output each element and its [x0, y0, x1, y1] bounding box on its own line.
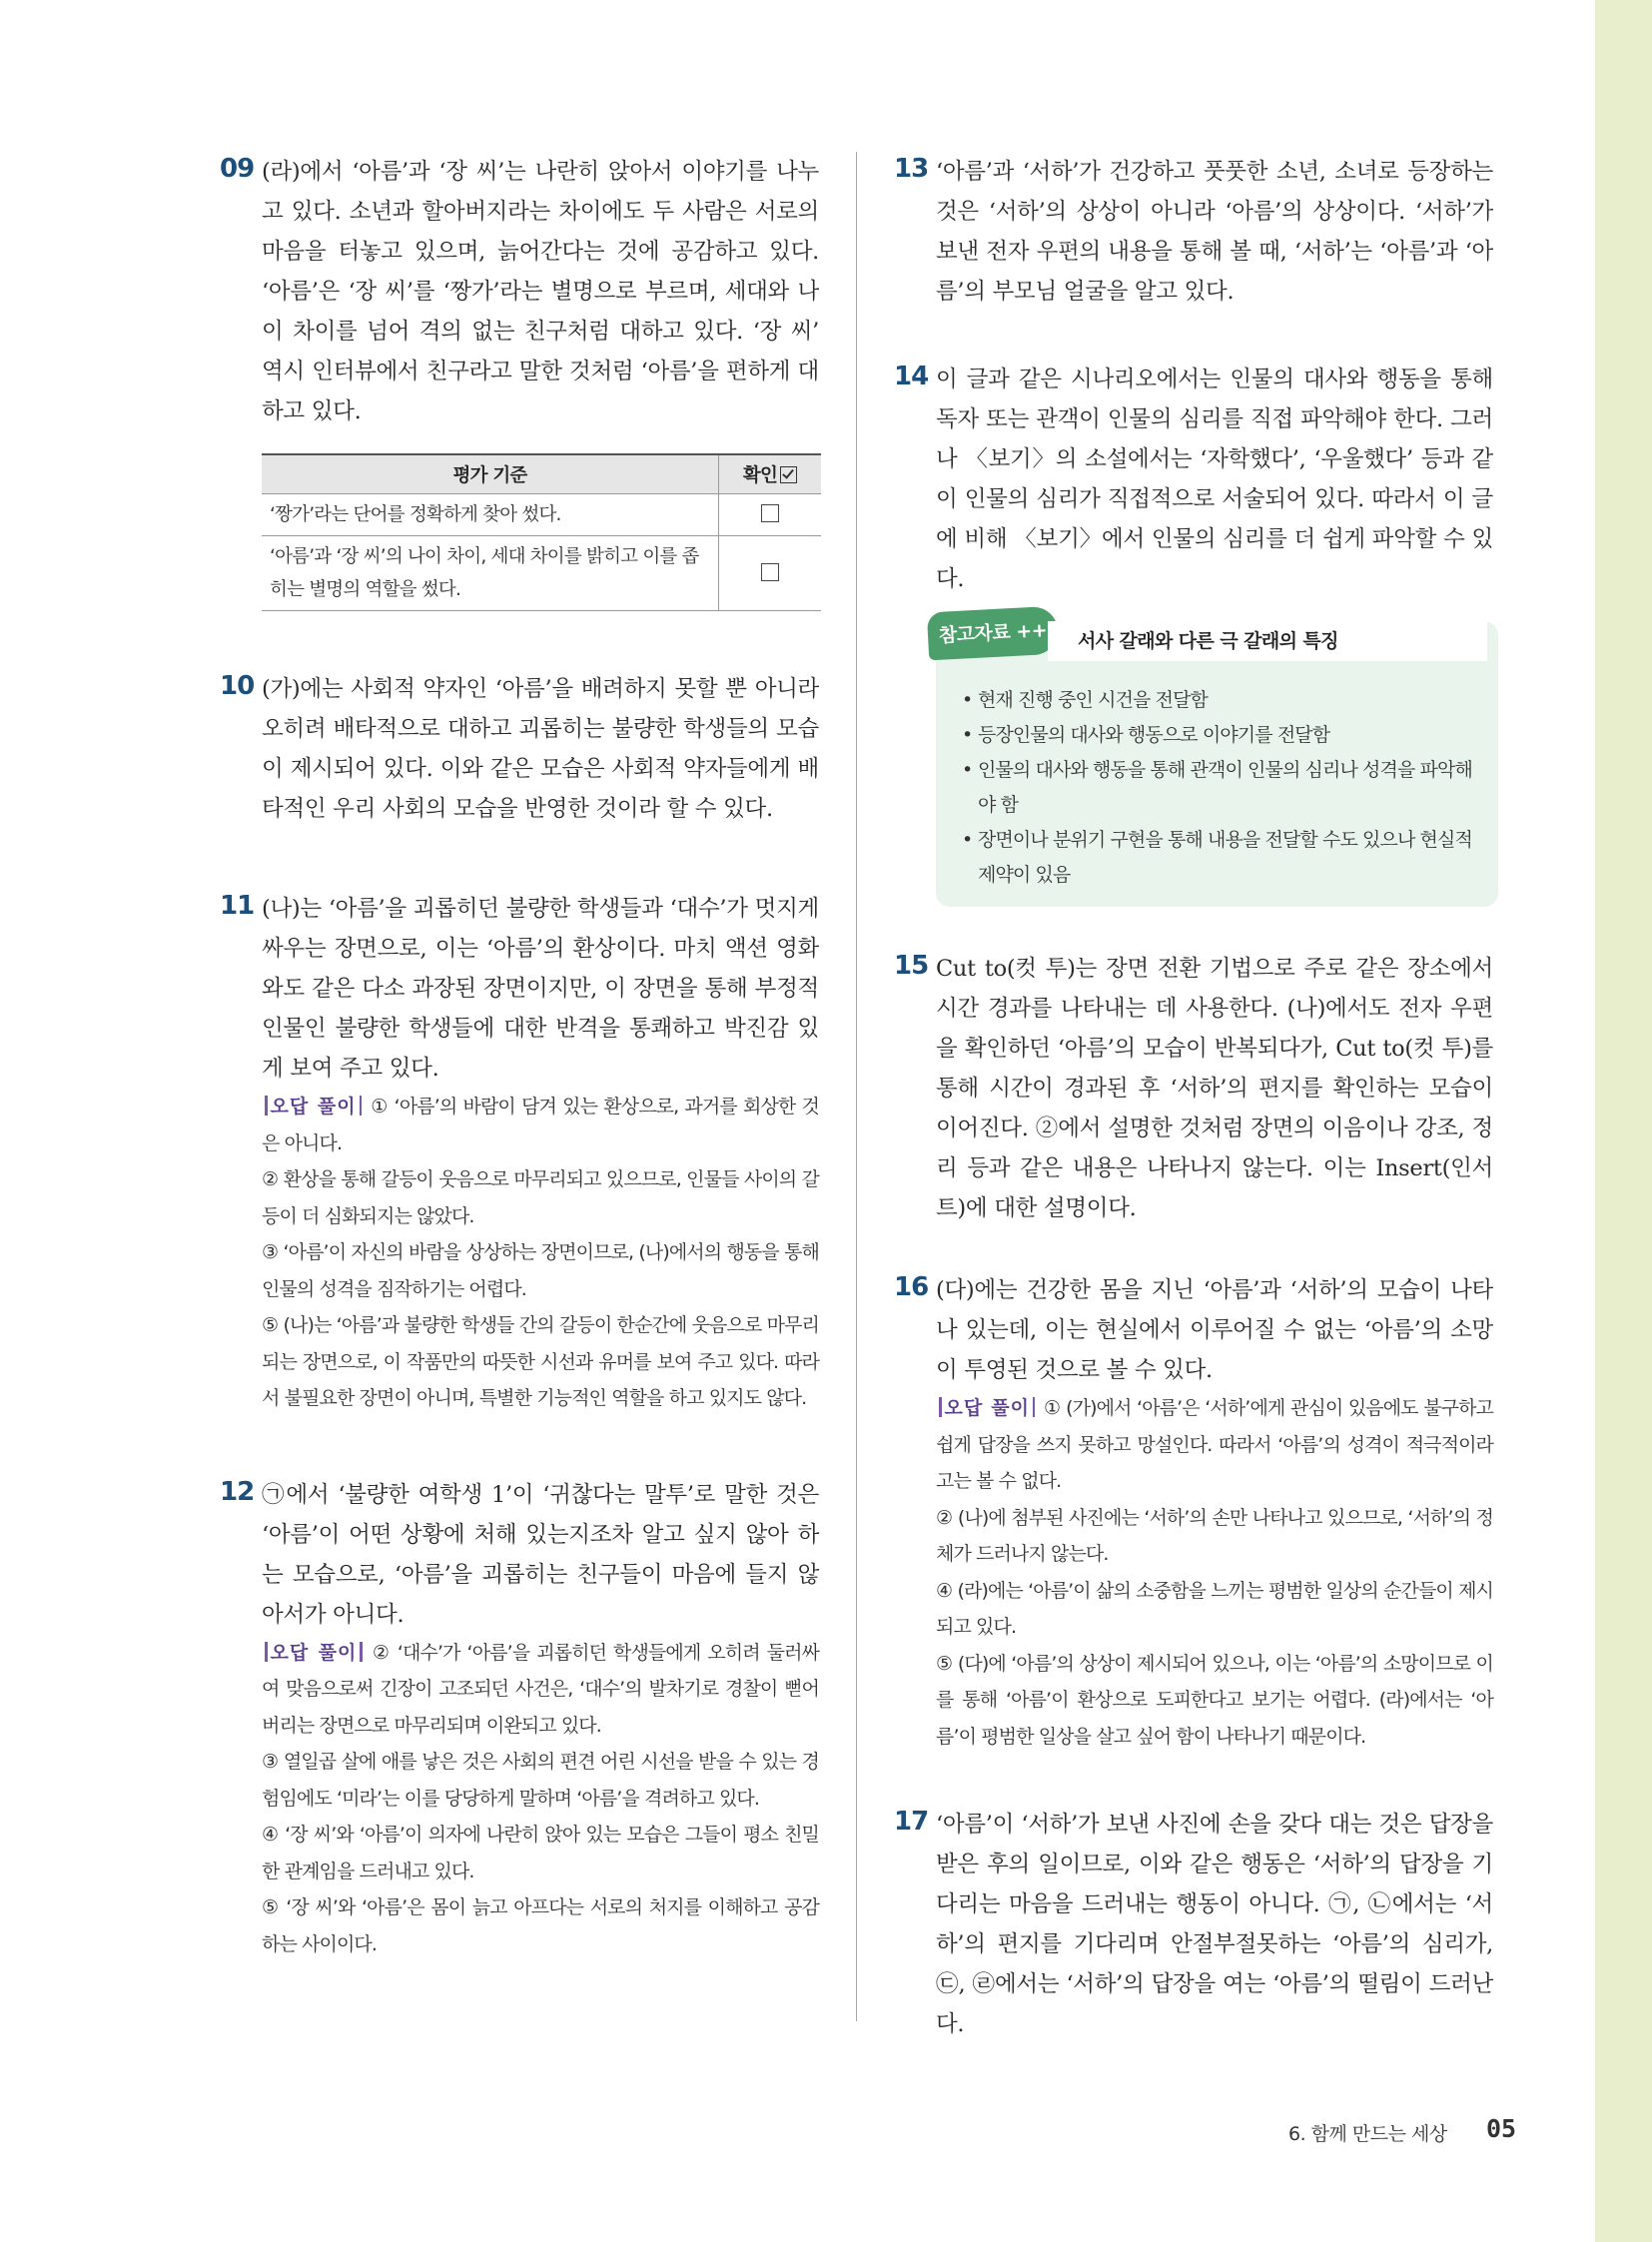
list-item: • 등장인물의 대사와 행동으로 이야기를 전달함 [960, 718, 1482, 753]
note-tag: 오답 풀이 [944, 1397, 1030, 1419]
criteria-text: ‘짱가’라는 단어를 정확하게 찾아 썼다. [262, 494, 719, 536]
answer-12 [220, 1475, 819, 1963]
table-row [262, 536, 821, 611]
answer-13 [894, 152, 1493, 312]
note-tag: 오답 풀이 [270, 1096, 357, 1118]
answer-text: (가)에는 사회적 약자인 ‘아름’을 배려하지 못할 뿐 아니라 오히려 배타적으로 대하고 괴롭히는 불량한 학생들의 모습이 제시되어 있다. 이와 같은 모습은 사회적 약자들에게 배타적인 우리 사회의 모습을 반영한 것이라 할 수 있다. [262, 676, 819, 822]
note-item: ⑤ (다)에 ‘아름’의 상상이 제시되어 있으나, 이는 ‘아름’의 소망이므로 이를 통해 ‘아름’이 환상으로 도피한다고 보기는 어렵다. (라)에서는 ‘아름’이 평범한 일상을 살고 싶어 함이 나타나기 때문이다. [936, 1652, 1493, 1748]
checkbox-icon[interactable] [761, 504, 779, 522]
wrong-answer-notes: 오답 풀이 ② ‘대수’가 ‘아름’을 괴롭히던 학생들에게 오히려 둘러싸여 맞음으로써 긴장이 고조되던 사건은, ‘대수’의 발차기로 경찰이 뻗어 버리는 장면으로 마무리되며 이완되고 있다. ③ 열일곱 살에 애를 낳은 것은 사회의 편견 어린 시선을 받을 수 있는 경험임에도 ‘미라’는 이를 당당하게 말하며 ‘아름’을 격려하고 있다. ④ ‘장 씨’와 ‘아름’이 의자에 나란히 앉아 있는 모습은 그들이 평소 친밀한 관계임을 드러내고 있다. ⑤ ‘장 씨’와 ‘아름’은 몸이 늙고 아프다는 서로의 처지를 이해하고 공감하는 사이이다. [262, 1635, 819, 1963]
answer-10 [220, 669, 819, 829]
chapter-title: 6. 함께 만드는 세상 [1288, 2123, 1447, 2145]
checkbox-checked-icon [780, 466, 797, 483]
answer-text: ‘아름’이 ‘서하’가 보낸 사진에 손을 갖다 대는 것은 답장을 받은 후의 일이므로, 이와 같은 행동은 ‘서하’의 답장을 기다리는 마음을 드러내는 행동이 아니다. ㉠, ㉡에서는 ‘서하’의 편지를 기다리며 안절부절못하는 ‘아름’의 심리가, ㉢, ㉣에서는 ‘서하’의 답장을 여는 ‘아름’의 떨림이 드러난다. [936, 1812, 1493, 2037]
answer-09 [220, 152, 819, 611]
note-tag: 오답 풀이 [270, 1641, 358, 1664]
wrong-answer-notes: 오답 풀이 ① (가)에서 ‘아름’은 ‘서하’에게 관심이 있음에도 불구하고 쉽게 답장을 쓰지 못하고 망설인다. 따라서 ‘아름’의 성격이 적극적이라고는 볼 수 없다. ② (나)에 첨부된 사진에는 ‘서하’의 손만 나타나고 있으므로, ‘서하’의 정체가 드러나지 않는다. ④ (라)에는 ‘아름’이 삶의 소중함을 느끼는 평범한 일상의 순간들이 제시되고 있다. ⑤ (다)에 ‘아름’의 상상이 제시되어 있으나, 이는 ‘아름’의 소망이므로 이를 통해 ‘아름’이 환상으로 도피한다고 보기는 어렵다. (라)에서는 ‘아름’이 평범한 일상을 살고 싶어 함이 나타나기 때문이다. [936, 1390, 1493, 1755]
answer-text: ㉠에서 ‘불량한 여학생 1’이 ‘귀찮다는 말투’로 말한 것은 ‘아름’이 어떤 상황에 처해 있는지조차 알고 싶지 않아 하는 모습으로, ‘아름’을 괴롭히는 친구들이 마음에 들지 않아서가 아니다. [262, 1481, 819, 1628]
question-number: 10 [220, 671, 255, 701]
page-edge-accent-strip [1595, 0, 1652, 2242]
question-number: 11 [220, 891, 255, 921]
table-header-check: 확인 [719, 454, 822, 494]
checkbox-icon[interactable] [761, 563, 779, 581]
answer-text: ‘아름’과 ‘서하’가 건강하고 풋풋한 소년, 소녀로 등장하는 것은 ‘서하’의 상상이 아니라 ‘아름’의 상상이다. ‘서하’가 보낸 전자 우편의 내용을 통해 볼 때, ‘서하’는 ‘아름’과 ‘아름’의 부모님 얼굴을 알고 있다. [936, 159, 1493, 305]
question-number: 16 [894, 1272, 929, 1302]
answer-17 [894, 1805, 1493, 2044]
question-number: 12 [220, 1476, 255, 1507]
answer-16 [894, 1270, 1493, 1755]
note-item: ④ (라)에는 ‘아름’이 삶의 소중함을 느끼는 평범한 일상의 순간들이 제시되고 있다. [936, 1579, 1493, 1638]
answer-11 [220, 889, 819, 1417]
question-number: 17 [894, 1807, 929, 1837]
table-row [262, 494, 821, 536]
reference-box [936, 621, 1498, 907]
answer-text: (나)는 ‘아름’을 괴롭히던 불량한 학생들과 ‘대수’가 멋지게 싸우는 장면으로, 이는 ‘아름’의 환상이다. 마치 액션 영화와도 같은 다소 과장된 장면이지만, 이 장면을 통해 부정적 인물인 불량한 학생들에 대한 반격을 통쾌하고 박진감 있게 보여 주고 있다. [262, 896, 819, 1082]
answer-text: 이 글과 같은 시나리오에서는 인물의 대사와 행동을 통해 독자 또는 관객이 인물의 심리를 직접 파악해야 한다. 그러나 〈보기〉의 소설에서는 ‘자학했다’, ‘우울했다’ 등과 같이 인물의 심리가 직접적으로 서술되어 있다. 따라서 이 글에 비해 〈보기〉에서 인물의 심리를 더 쉽게 파악할 수 있다. [936, 367, 1493, 592]
answer-text: (다)에는 건강한 몸을 지닌 ‘아름’과 ‘서하’의 모습이 나타나 있는데, 이는 현실에서 이루어질 수 없는 ‘아름’의 소망이 투영된 것으로 볼 수 있다. [936, 1277, 1493, 1383]
column-divider [856, 152, 857, 2021]
answer-text: Cut to(컷 투)는 장면 전환 기법으로 주로 같은 장소에서 시간 경과를 나타내는 데 사용한다. (나)에서도 전자 우편을 확인하던 ‘아름’의 모습이 반복되다가, Cut to(컷 투)를 통해 시간이 경과된 후 ‘서하’의 편지를 확인하는 모습이 이어진다. ②에서 설명한 것처럼 장면의 이음이나 강조, 정리 등과 같은 내용은 나타나지 않는다. 이는 Insert(인서트)에 대한 설명이다. [936, 956, 1493, 1221]
wrong-answer-notes: 오답 풀이 ① ‘아름’의 바람이 담겨 있는 환상으로, 과거를 회상한 것은 아니다. ② 환상을 통해 갈등이 웃음으로 마무리되고 있으므로, 인물들 사이의 갈등이 더 심화되지는 않았다. ③ ‘아름’이 자신의 바람을 상상하는 장면이므로, (나)에서의 행동을 통해 인물의 성격을 짐작하기는 어렵다. ⑤ (나)는 ‘아름’과 불량한 학생들 간의 갈등이 한순간에 웃음으로 마무리되는 장면으로, 이 작품만의 따뜻한 시선과 유머를 보여 주고 있다. 따라서 불필요한 장면이 아니며, 특별한 기능적인 역할을 하고 있지도 않다. [262, 1089, 819, 1417]
note-item: ④ ‘장 씨’와 ‘아름’이 의자에 나란히 앉아 있는 모습은 그들이 평소 친밀한 관계임을 드러내고 있다. [262, 1824, 819, 1882]
note-item: ⑤ (나)는 ‘아름’과 불량한 학생들 간의 갈등이 한순간에 웃음으로 마무리되는 장면으로, 이 작품만의 따뜻한 시선과 유머를 보여 주고 있다. 따라서 불필요한 장면이 아니며, 특별한 기능적인 역할을 하고 있지도 않다. [262, 1314, 819, 1409]
note-item: ③ 열일곱 살에 애를 낳은 것은 사회의 편견 어린 시선을 받을 수 있는 경험임에도 ‘미라’는 이를 당당하게 말하며 ‘아름’을 격려하고 있다. [262, 1751, 819, 1810]
answer-14 [894, 360, 1493, 599]
evaluation-table [262, 453, 821, 611]
note-item: ⑤ ‘장 씨’와 ‘아름’은 몸이 늙고 아프다는 서로의 처지를 이해하고 공감하는 사이이다. [262, 1896, 819, 1955]
reference-title: 서사 갈래와 다른 극 갈래의 특징 [1048, 621, 1487, 661]
right-column [894, 152, 1493, 2044]
question-number: 14 [894, 362, 929, 391]
list-item: • 인물의 대사와 행동을 통해 관객이 인물의 심리나 성격을 파악해야 함 [960, 753, 1482, 823]
left-column [220, 152, 819, 1962]
note-item: ② (나)에 첨부된 사진에는 ‘서하’의 손만 나타나고 있으므로, ‘서하’의 정체가 드러나지 않는다. [936, 1506, 1493, 1565]
page-number: 05 [1486, 2114, 1517, 2143]
reference-list [960, 683, 1482, 893]
reference-label: 참고자료 ++ [927, 606, 1059, 661]
answer-text: (라)에서 ‘아름’과 ‘장 씨’는 나란히 앉아서 이야기를 나누고 있다. 소년과 할아버지라는 차이에도 두 사람은 서로의 마음을 터놓고 있으며, 늙어간다는 것에 공감하고 있다. ‘아름’은 ‘장 씨’를 ‘짱가’라는 별명으로 부르며, 세대와 나이 차이를 넘어 격의 없는 친구처럼 대하고 있다. ‘장 씨’ 역시 인터뷰에서 친구라고 말한 것처럼 ‘아름’을 편하게 대하고 있다. [262, 159, 819, 424]
note-item: ③ ‘아름’이 자신의 바람을 상상하는 장면이므로, (나)에서의 행동을 통해 인물의 성격을 짐작하기는 어렵다. [262, 1241, 819, 1300]
question-number: 09 [220, 154, 255, 184]
question-number: 13 [894, 154, 929, 184]
list-item: • 장면이나 분위기 구현을 통해 내용을 전달할 수도 있으나 현실적 제약이 있음 [960, 823, 1482, 893]
list-item: • 현재 진행 중인 시건을 전달함 [960, 683, 1482, 718]
note-item: ② 환상을 통해 갈등이 웃음으로 마무리되고 있으므로, 인물들 사이의 갈등이 더 심화되지는 않았다. [262, 1168, 819, 1227]
question-number: 15 [894, 951, 929, 981]
answer-15 [894, 949, 1493, 1228]
table-header-criteria: 평가 기준 [262, 454, 719, 494]
criteria-text: ‘아름’과 ‘장 씨’의 나이 차이, 세대 차이를 밝히고 이를 좁히는 별명의 역할을 썼다. [262, 536, 719, 611]
